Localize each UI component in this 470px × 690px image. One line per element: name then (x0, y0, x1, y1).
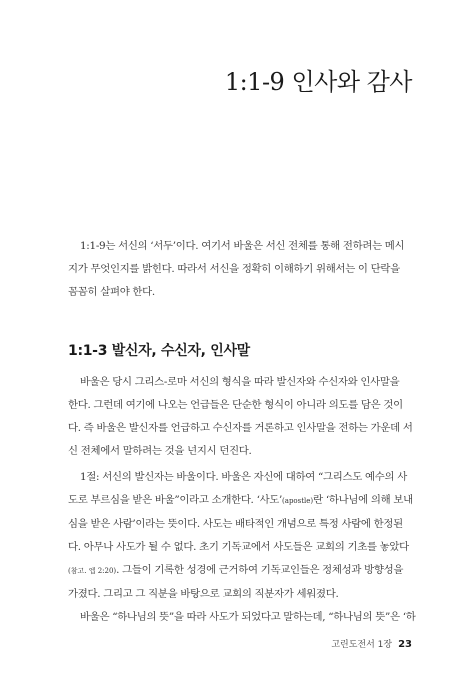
paragraph-line: 바울은 “하나님의 뜻”을 따라 사도가 되었다고 말하는데, “하나님의 뜻”은 ‘하 (80, 611, 416, 623)
paragraph-line: 바울은 당시 그리스-로마 서신의 형식을 따라 발신자와 수신자와 인사말을 (80, 376, 400, 388)
annotation-text: (apostle) (282, 497, 314, 505)
paragraph-line: 다. 즉 바울은 발신자를 언급하고 수신자를 거론하고 인사말을 전하는 가운데 서 (68, 422, 413, 434)
body-paragraph-2 (68, 466, 423, 629)
text-run: 란 ‘하나님에 의해 보내 (313, 494, 413, 506)
paragraph-line: 심을 받은 사람’이라는 뜻이다. 사도는 배타적인 개념으로 특정 사람에 한정된 (68, 518, 403, 530)
book-label: 고린도전서 1장 (331, 640, 393, 650)
paragraph-line: 다. 아무나 사도가 될 수 없다. 초기 기독교에서 사도들은 교회의 기초를 놓았다 (68, 541, 409, 553)
paragraph-line: 1절: 서신의 발신자는 바울이다. 바울은 자신에 대하여 “그리스도 예수의 사 (80, 471, 407, 483)
page-footer (331, 637, 412, 650)
intro-line: 1:1-9는 서신의 ‘서두’이다. 여기서 바울은 서신 전체를 통해 전하려는 메시 (80, 240, 405, 252)
paragraph-line (68, 559, 423, 583)
paragraph-line (68, 489, 423, 513)
chapter-title: 1:1-9 인사와 감사 (224, 68, 412, 96)
paragraph-line: 신 전체에서 말하려는 것을 넌지시 던진다. (68, 445, 252, 457)
text-run: 도로 부르심을 받은 바울”이라고 소개한다. ‘사도’ (68, 494, 283, 506)
intro-line: 꼼꼼히 살펴야 한다. (68, 286, 155, 298)
text-run: . 그들이 기록한 성경에 근거하여 기독교인들은 정체성과 방향성을 (116, 564, 404, 576)
page-number: 23 (398, 639, 412, 650)
intro-paragraph (68, 235, 423, 304)
reference-text: (참고. 엡 2:20) (68, 567, 117, 575)
intro-line: 지가 무엇인지를 밝힌다. 따라서 서신을 정확히 이해하기 위해서는 이 단락을 (68, 263, 400, 275)
section-heading: 1:1-3 발신자, 수신자, 인사말 (68, 343, 250, 359)
paragraph-line: 한다. 그런데 여기에 나오는 언급들은 단순한 형식이 아니라 의도를 담은 것이 (68, 399, 403, 411)
body-paragraph-1 (68, 371, 423, 463)
paragraph-line: 가졌다. 그리고 그 직분을 바탕으로 교회의 직분자가 세워졌다. (68, 588, 339, 600)
